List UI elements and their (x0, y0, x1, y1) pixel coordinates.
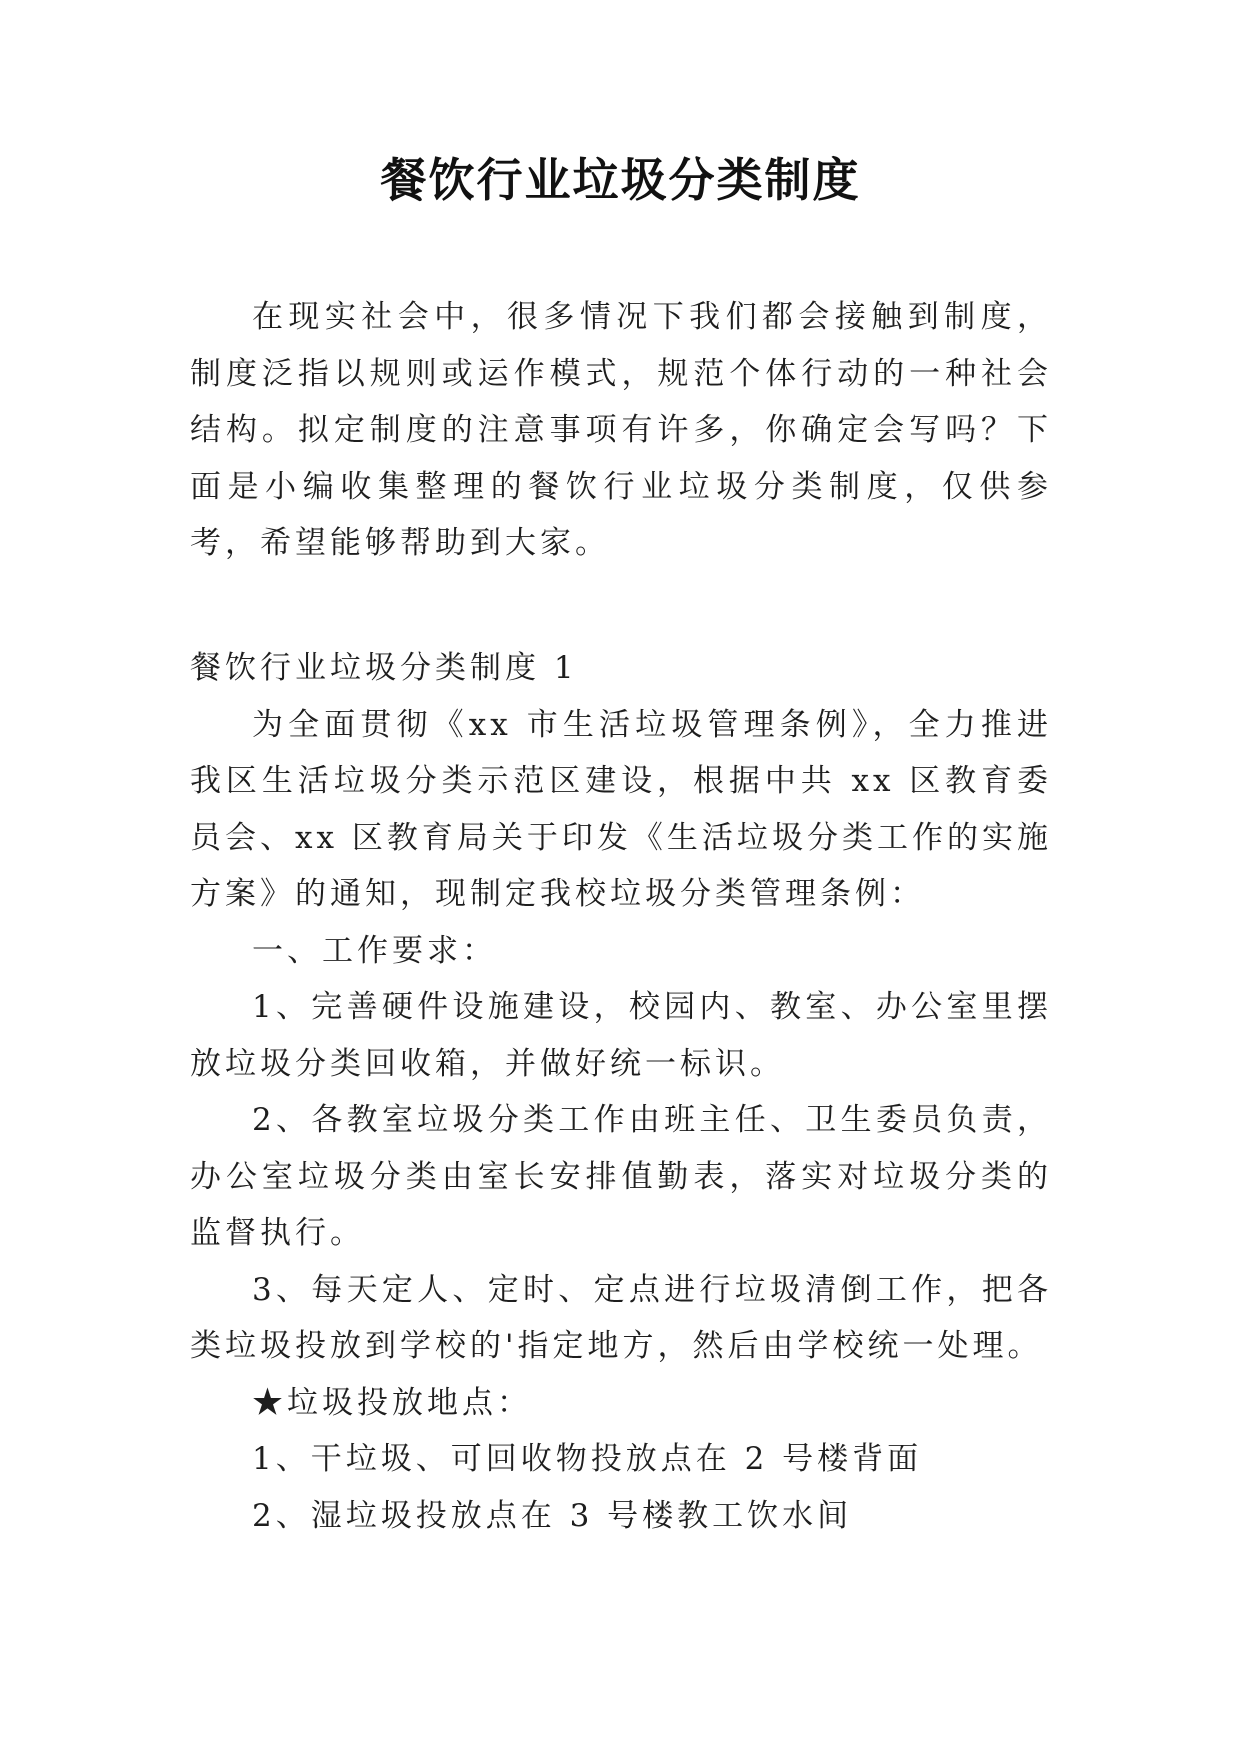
intro-block (190, 289, 1052, 572)
body-paragraph: 3、每天定人、定时、定点进行垃圾清倒工作，把各类垃圾投放到学校的'指定地方，然后由学校统一处理。 (190, 1271, 1052, 1364)
body-paragraph: 2、各教室垃圾分类工作由班主任、卫生委员负责，办公室垃圾分类由室长安排值勤表，落实对垃圾分类的监督执行。 (190, 1102, 1052, 1251)
body-paragraph: 一、工作要求： (252, 932, 497, 969)
section-heading: 餐饮行业垃圾分类制度 1 (190, 650, 578, 686)
body-paragraph: 2、湿垃圾投放点在 3 号楼教工饮水间 (252, 1497, 853, 1534)
body-paragraph: ★垃圾投放地点： (252, 1384, 532, 1421)
body-paragraph: 为全面贯彻《xx 市生活垃圾管理条例》，全力推进我区生活垃圾分类示范区建设，根据中共 xx 区教育委员会、xx 区教育局关于印发《生活垃圾分类工作的实施方案》的通知，现制定我校垃圾分类管理条例： (190, 706, 1052, 912)
intro-paragraph: 在现实社会中，很多情况下我们都会接触到制度，制度泛指以规则或运作模式，规范个体行动的一种社会结构。拟定制度的注意事项有许多，你确定会写吗？下面是小编收集整理的餐饮行业垃圾分类制度，仅供参考，希望能够帮助到大家。 (190, 299, 1052, 561)
document-title: 餐饮行业垃圾分类制度 (380, 153, 861, 207)
section-block (190, 640, 1052, 1544)
body-paragraph: 1、完善硬件设施建设，校园内、教室、办公室里摆放垃圾分类回收箱，并做好统一标识。 (190, 989, 1052, 1082)
body-paragraph: 1、干垃圾、可回收物投放点在 2 号楼背面 (252, 1441, 923, 1477)
